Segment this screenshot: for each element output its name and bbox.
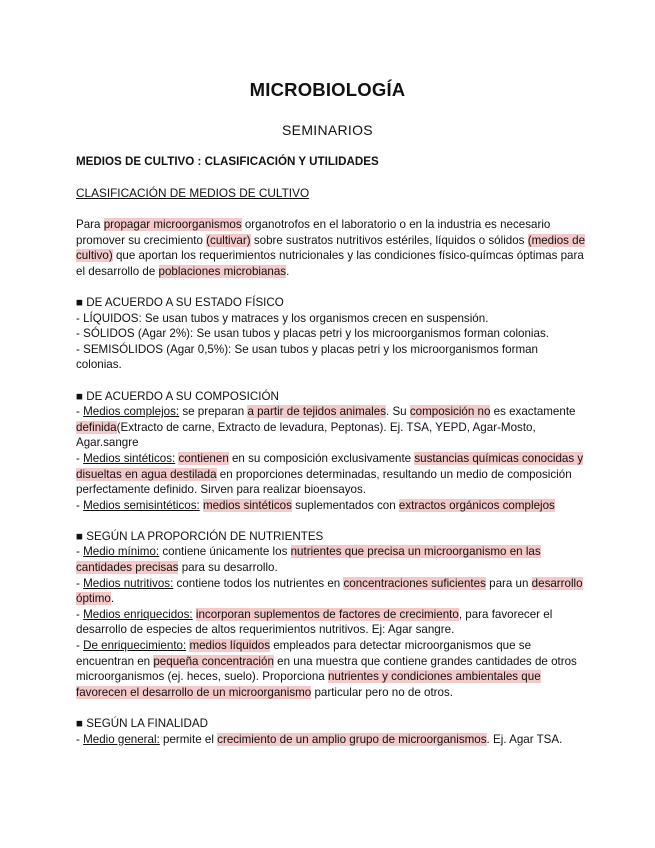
list-item: - Medios enriquecidos: incorporan suplementos de factores de crecimiento, para favorecer el desarrollo de especies de altos requerimientos nutritivos. Ej: Agar sangre. (76, 607, 553, 637)
highlight: contienen (178, 451, 229, 465)
highlight: propagar microorganismos (103, 218, 242, 231)
highlight: pequeña concentración (153, 654, 274, 668)
term: Medios semisintéticos: (83, 498, 200, 512)
section-subheading: CLASIFICACIÓN DE MEDIOS DE CULTIVO (76, 186, 310, 200)
composicion-heading: ■ DE ACUERDO A SU COMPOSICIÓN (76, 389, 279, 403)
estado-fisico-heading: ■ DE ACUERDO A SU ESTADO FÍSICO (76, 295, 284, 309)
page-title: MICROBIOLOGÍA (249, 79, 406, 100)
highlight: incorporan suplementos de factores de crecimiento (195, 607, 459, 621)
highlight: medios líquidos (189, 639, 271, 653)
term: Medios nutritivos: (83, 576, 174, 590)
list-item: - SEMISÓLIDOS (Agar 0,5%): Se usan tubos y placas petri y los microorganismos forman colonias. (76, 342, 538, 372)
term: Medios complejos: (83, 405, 180, 419)
highlight: nutrientes que precisa un microorganismo en las cantidades precisas (76, 545, 541, 575)
list-item: - Medios complejos: se preparan a partir de tejidos animales. Su composición no es exactamente definida(Extracto de carne, Extracto de levadura, Peptonas). Ej. TSA, YEPD, Agar-Mosto, Agar.sangre (76, 405, 576, 450)
list-item: - LÍQUIDOS: Se usan tubos y matraces y los organismos crecen en suspensión. (76, 311, 489, 325)
list-item: - Medios semisintéticos: medios sintéticos suplementados con extractos orgánicos complejos (76, 498, 555, 512)
highlight: desarrollo óptimo (76, 576, 583, 606)
term: Medios sintéticos: (83, 451, 176, 465)
highlight: a partir de tejidos animales (247, 405, 386, 419)
list-item: - Medios nutritivos: contiene todos los nutrientes en concentraciones suficientes para un desarrollo óptimo. (76, 576, 583, 606)
highlight: (cultivar) (206, 233, 251, 247)
highlight: poblaciones microbianas (158, 264, 287, 278)
list-item: - Medio general: permite el crecimiento de un amplio grupo de microorganismos. Ej. Agar TSA. (76, 732, 563, 746)
highlight: nutrientes y condiciones ambientales que favorecen el desarrollo de un microorganismo (76, 670, 541, 699)
highlight: extractos orgánicos complejos (398, 498, 555, 512)
list-item: - De enriquecimiento: medios líquidos empleados para detectar microorganismos que se encuentran en pequeña concentración en una muestra que contiene grandes cantidades de otros microorganismos (ej. heces, suelo). Proporciona nutrientes y condiciones ambientales que favorecen el desarrollo de un microorganismo particular pero no de otros. (76, 639, 577, 699)
finalidad-heading: ■ SEGÚN LA FINALIDAD (76, 717, 208, 730)
highlight: definida (76, 420, 117, 434)
term: Medio general: (83, 732, 160, 746)
list-item: - Medios sintéticos: contienen en su composición exclusivamente sustancias químicas conocidas y disueltas en agua destilada en proporciones determinadas, resultando un medio de composición perfectamente definido. Sirven para realizar bioensayos. (76, 451, 584, 497)
highlight: sustancias químicas conocidas y disueltas en agua destilada (76, 451, 584, 481)
document-body (76, 217, 586, 747)
highlight: concentraciones suficientes (343, 576, 486, 590)
highlight: composición no (409, 405, 491, 419)
term: De enriquecimiento: (83, 639, 187, 653)
intro-paragraph: Para propagar microorganismos organotrofos en el laboratorio o en la industria es necesario promover su crecimiento (cultivar) sobre sustratos nutritivos estériles, líquidos o sólidos (medios de cultivo) que aportan los requerimientos nutricionales y las condiciones físico-químcas óptimas para el desarrollo de poblaciones microbianas. (76, 218, 586, 278)
list-item: - Medio mínimo: contiene únicamente los nutrientes que precisa un microorganismo en las cantidades precisas para su desarrollo. (76, 545, 541, 575)
page-subtitle: SEMINARIOS (282, 122, 373, 138)
highlight: (medios de cultivo) (76, 233, 586, 263)
section-heading: MEDIOS DE CULTIVO : CLASIFICACIÓN Y UTILIDADES (76, 155, 379, 168)
highlight: medios sintéticos (202, 498, 292, 512)
highlight: crecimiento de un amplio grupo de microorganismos (217, 732, 487, 746)
list-item: - SÓLIDOS (Agar 2%): Se usan tubos y placas petri y los microorganismos forman colonias. (76, 327, 549, 341)
term: Medio mínimo: (83, 545, 160, 559)
term: Medios enriquecidos: (83, 607, 193, 621)
nutrientes-heading: ■ SEGÚN LA PROPORCIÓN DE NUTRIENTES (76, 529, 324, 543)
